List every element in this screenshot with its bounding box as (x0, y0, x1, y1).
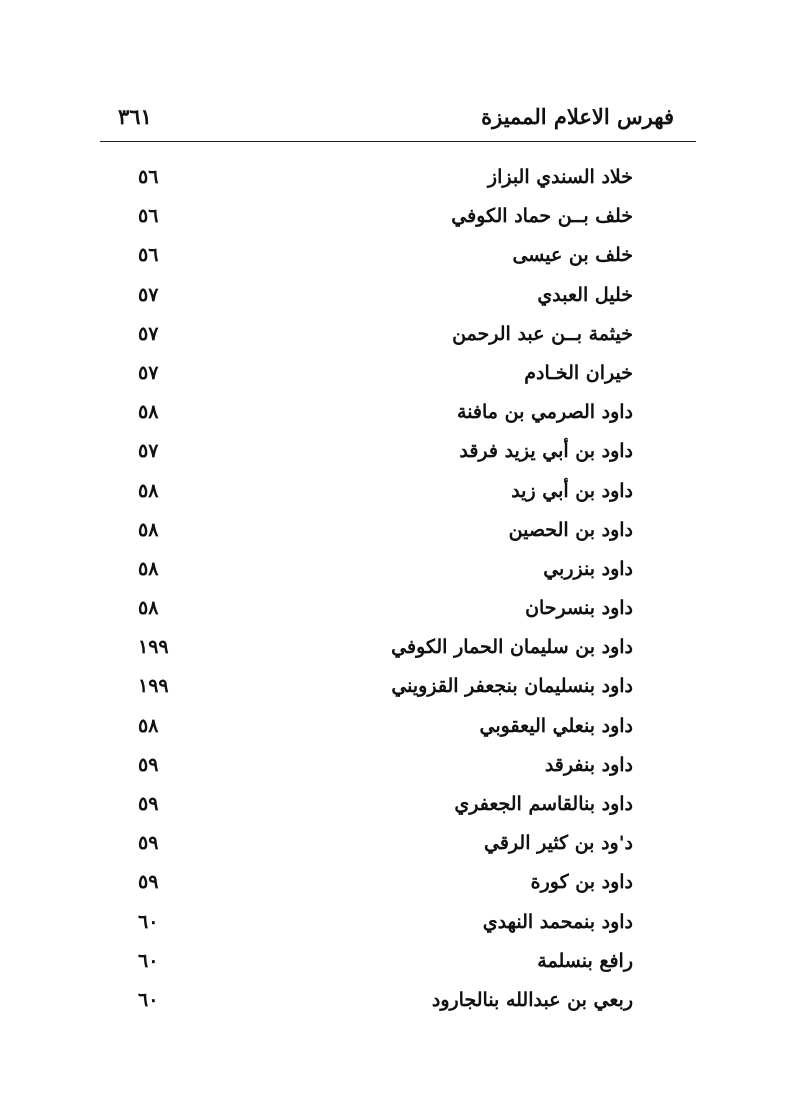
entry-name: خليل العبدي (537, 283, 633, 306)
entry-page-number: ٥٧ (138, 440, 159, 463)
header-divider (100, 141, 696, 142)
index-entry (0, 160, 809, 199)
entry-name: داود بن سليمان الحمار الكوفي (391, 636, 633, 659)
entry-page-number: ٥٩ (138, 832, 159, 855)
page-number: ٣٦١ (118, 104, 152, 129)
entry-page-number: ٥٩ (138, 793, 159, 815)
entry-name: داود بنمحمد النهدي (482, 910, 633, 933)
index-entry (0, 238, 809, 277)
index-entry (0, 317, 809, 356)
entry-name: خلف بــن حماد الكوفي (451, 205, 633, 228)
entry-name: داود بن الحصين (508, 518, 633, 541)
entry-page-number: ٥٨ (138, 714, 159, 737)
index-entry (0, 709, 809, 748)
entry-page-number: ٥٧ (138, 322, 159, 345)
entry-page-number: ٥٨ (138, 479, 159, 502)
entry-name: داود بنالقاسم الجعفري (454, 793, 633, 815)
entry-name: رافع بنسلمة (537, 949, 633, 972)
entry-page-number: ١٩٩ (138, 675, 169, 698)
index-entry (0, 669, 809, 708)
index-entry (0, 356, 809, 395)
index-entry (0, 513, 809, 552)
index-list (0, 160, 809, 1022)
index-entry (0, 552, 809, 591)
entry-page-number: ٦٠ (138, 988, 159, 1011)
entry-name: خيران الخـادم (524, 361, 633, 384)
entry-page-number: ٦٠ (138, 910, 159, 933)
running-title: فهرس الاعلام المميزة (481, 104, 674, 129)
index-entry (0, 905, 809, 944)
entry-page-number: ٥٦ (138, 205, 159, 228)
index-entry (0, 983, 809, 1022)
index-entry (0, 748, 809, 787)
entry-page-number: ٥٦ (138, 244, 159, 267)
entry-name: داود بنسرحان (525, 597, 633, 620)
index-entry (0, 787, 809, 826)
index-entry (0, 865, 809, 904)
index-entry (0, 944, 809, 983)
entry-name: خلاد السندي البزاز (487, 166, 633, 188)
entry-name: خلف بن عيسى (512, 244, 633, 267)
entry-name: داود بن أبي يزيد فرقد (459, 440, 633, 463)
entry-page-number: ٥٧ (138, 361, 159, 384)
entry-name: داود بن كورة (530, 871, 633, 894)
entry-page-number: ٥٨ (138, 401, 159, 424)
index-entry (0, 474, 809, 513)
entry-name: داود الصرمي بن مافنة (457, 401, 633, 424)
index-entry (0, 278, 809, 317)
entry-name: داود بنزربي (543, 557, 633, 580)
index-entry (0, 395, 809, 434)
index-entry (0, 434, 809, 473)
page-header (100, 100, 696, 142)
index-entry (0, 199, 809, 238)
entry-name: داود بن أبي زيد (511, 479, 633, 502)
entry-page-number: ٥٩ (138, 871, 159, 894)
index-entry (0, 630, 809, 669)
entry-page-number: ٦٠ (138, 949, 159, 972)
entry-name: داود بنفرقد (544, 753, 633, 776)
entry-page-number: ٥٧ (138, 283, 159, 306)
entry-name: ربعي بن عبدالله بنالجارود (431, 988, 633, 1011)
index-entry (0, 591, 809, 630)
entry-name: د'ود بن كثير الرقي (484, 832, 633, 855)
entry-name: داود بنعلي اليعقوبي (479, 714, 633, 737)
entry-page-number: ٥٨ (138, 597, 159, 620)
entry-page-number: ٥٨ (138, 557, 159, 580)
entry-name: خيثمة بــن عبد الرحمن (452, 322, 633, 345)
entry-page-number: ٥٩ (138, 753, 159, 776)
index-entry (0, 826, 809, 865)
entry-page-number: ٥٨ (138, 518, 159, 541)
entry-page-number: ٥٦ (138, 166, 159, 188)
entry-name: داود بنسليمان بنجعفر القزويني (391, 675, 633, 698)
entry-page-number: ١٩٩ (138, 636, 169, 659)
